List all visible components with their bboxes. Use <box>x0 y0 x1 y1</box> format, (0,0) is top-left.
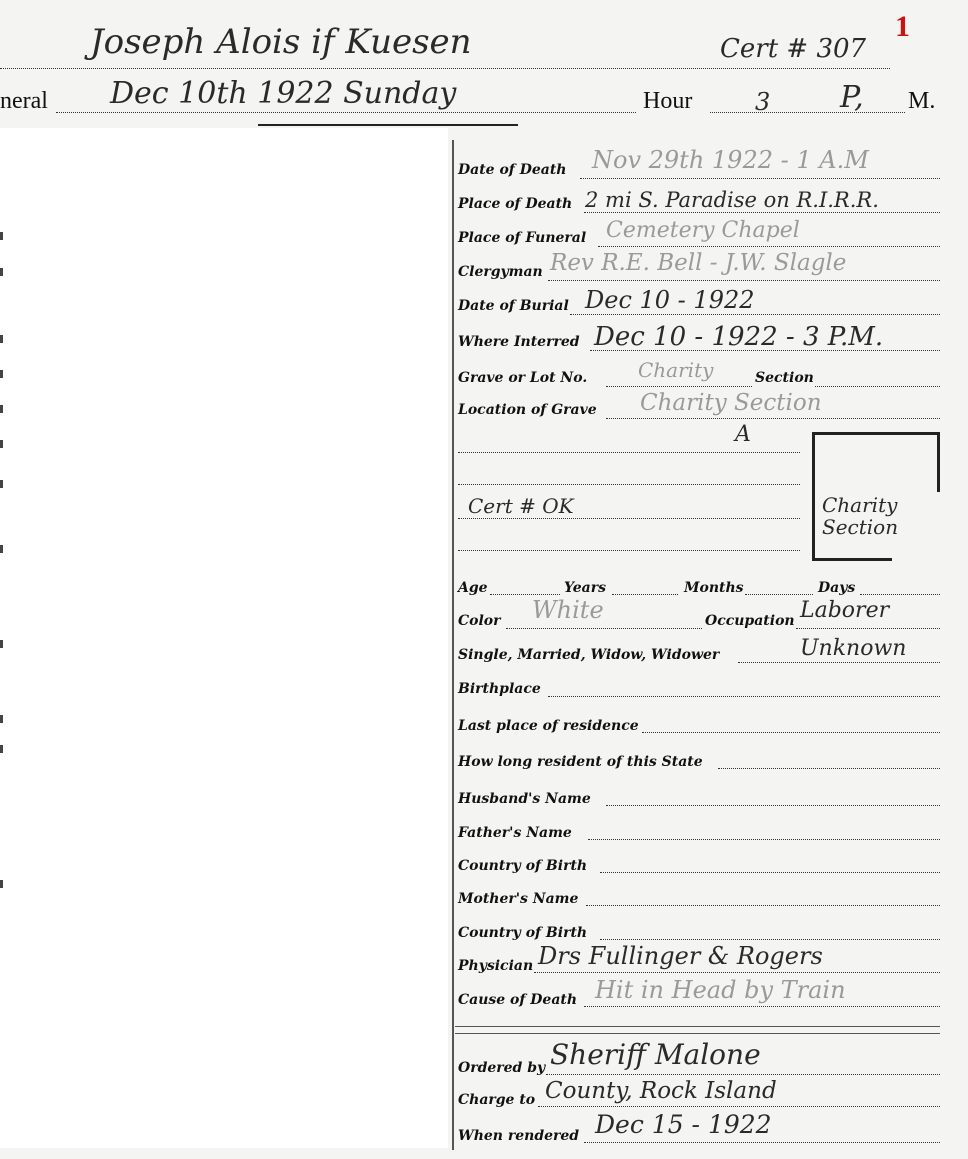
field-line <box>718 768 940 769</box>
field-label: Country of Birth <box>458 858 588 874</box>
field-line <box>506 628 702 629</box>
field-value: Dec 10 - 1922 - 3 P.M. <box>594 322 884 352</box>
field-label: Location of Grave <box>458 402 597 418</box>
field-line <box>796 628 940 629</box>
funeral-label: neral <box>0 88 48 114</box>
field-line <box>745 594 813 595</box>
field-label: Grave or Lot No. <box>458 370 588 386</box>
funeral-dotted-line <box>56 112 636 113</box>
field-line <box>606 418 940 419</box>
name-dotted-line <box>0 68 890 69</box>
field-line <box>600 939 940 940</box>
field-label: How long resident of this State <box>458 754 703 770</box>
age-label: Age <box>458 580 488 596</box>
field-value: Sheriff Malone <box>550 1038 761 1071</box>
hour-dotted-line <box>710 112 905 113</box>
field-line <box>584 1006 940 1007</box>
field-label: Last place of residence <box>458 718 639 734</box>
occupation-label: Occupation <box>705 613 795 629</box>
extra-line <box>458 550 800 551</box>
field-label: Birthplace <box>458 681 541 697</box>
box-right-edge <box>937 432 940 492</box>
field-line <box>738 662 940 663</box>
field-label: Color <box>458 613 501 629</box>
field-label: Date of Burial <box>458 298 569 314</box>
field-value: Hit in Head by Train <box>595 976 846 1004</box>
cert-ok-note: Cert # OK <box>468 494 574 518</box>
field-label: Ordered by <box>458 1060 546 1076</box>
field-label: Physician <box>458 958 534 974</box>
column-rule <box>452 140 454 1150</box>
field-line <box>584 1142 940 1143</box>
field-value: 2 mi S. Paradise on R.I.R.R. <box>585 188 879 212</box>
field-line <box>534 972 940 973</box>
certificate-number: Cert # 307 <box>720 34 867 64</box>
field-label: Single, Married, Widow, Widower <box>458 647 720 663</box>
page-number: 1 <box>895 10 910 43</box>
extra-line <box>458 484 800 485</box>
years-label: Years <box>564 580 607 596</box>
header-underline <box>258 124 518 126</box>
field-line <box>586 905 940 906</box>
months-label: Months <box>684 580 744 596</box>
funeral-date: Dec 10th 1922 Sunday <box>110 76 457 111</box>
field-label: Father's Name <box>458 825 572 841</box>
field-line <box>490 594 560 595</box>
field-label-section: Section <box>755 370 814 386</box>
field-label: Charge to <box>458 1092 536 1108</box>
hour-value: 3 <box>755 88 771 116</box>
field-label: Clergyman <box>458 264 543 280</box>
field-line <box>860 594 940 595</box>
field-value: Unknown <box>800 636 907 661</box>
blank-left-panel <box>0 128 448 1148</box>
field-line <box>546 1074 940 1075</box>
field-label: Place of Death <box>458 196 573 212</box>
field-line <box>600 872 940 873</box>
extra-line <box>458 518 800 519</box>
field-label: Date of Death <box>458 162 567 178</box>
field-line <box>580 178 940 179</box>
field-value: Dec 15 - 1922 <box>595 1110 772 1139</box>
field-line <box>606 386 752 387</box>
field-value: White <box>532 596 604 624</box>
deceased-name: Joseph Alois if Kuesen <box>90 22 472 62</box>
field-line <box>538 1106 940 1107</box>
extra-line <box>458 452 800 453</box>
field-value: Nov 29th 1922 - 1 A.M <box>592 146 869 174</box>
days-label: Days <box>818 580 856 596</box>
field-label: Where Interred <box>458 334 580 350</box>
field-value: Dec 10 - 1922 <box>585 286 755 314</box>
field-value: Drs Fullinger & Rogers <box>538 942 823 970</box>
field-value: County, Rock Island <box>545 1078 777 1104</box>
field-line <box>570 314 940 315</box>
field-label: Country of Birth <box>458 925 588 941</box>
section-divider <box>455 1026 940 1034</box>
field-value: Charity Section <box>640 390 822 416</box>
hour-label: Hour <box>643 88 693 114</box>
am-pm-value: P, <box>840 80 864 115</box>
mark-a: A <box>735 422 751 447</box>
field-value: Cemetery Chapel <box>606 218 800 243</box>
field-label: Cause of Death <box>458 992 578 1008</box>
field-line <box>588 839 940 840</box>
field-line <box>815 386 940 387</box>
field-line <box>606 805 940 806</box>
field-label: Place of Funeral <box>458 230 587 246</box>
field-line <box>612 594 678 595</box>
field-line <box>642 732 940 733</box>
occupation-value: Laborer <box>800 598 890 623</box>
box-text: Charity Section <box>822 493 899 539</box>
field-value: Charity <box>638 358 714 382</box>
m-label: M. <box>908 88 936 114</box>
field-label: Mother's Name <box>458 891 579 907</box>
field-label: When rendered <box>458 1128 580 1144</box>
box-bottom-edge <box>812 558 892 561</box>
field-value: Rev R.E. Bell - J.W. Slagle <box>550 250 847 276</box>
field-line <box>584 212 940 213</box>
field-line <box>598 246 940 247</box>
field-line <box>548 696 940 697</box>
field-label: Husband's Name <box>458 791 591 807</box>
field-line <box>548 280 940 281</box>
